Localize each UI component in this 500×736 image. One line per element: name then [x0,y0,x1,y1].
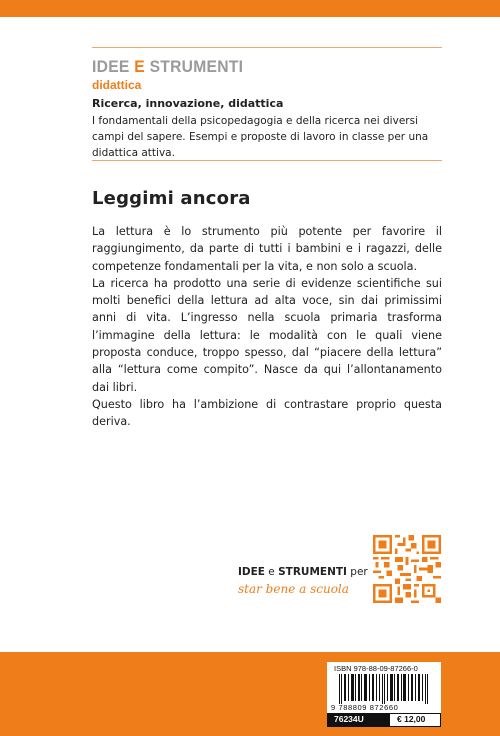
series-intro: I fondamentali della psicopedagogia e della ricerca nei diversi campi del sapere. Esempi e proposte di lavoro in classe per una didattica attiva. [92,115,429,159]
series-title: IDEE E STRUMENTI [92,57,244,76]
blurb-paragraph: La ricerca ha prodotto una serie di evidenze scientifiche sui molti benefici della lettura ad alta voce, sin dai primissimi anni di vita. L’ingresso nella scuola primaria trasforma l’immagine della lettura: le modalità con le quali viene proposta conduce, troppo spesso, dal “piacere della lettura” alla “lettura come compito”. Nasce da qui l’allontanamento dai libri. [92,276,442,394]
top-orange-band [0,0,500,17]
isbn-label: ISBN 978-88-09-87266-0 [334,664,418,673]
barcode-digits: 9 788809 872660 [331,703,399,712]
header-rule-top [92,47,442,48]
book-title: Leggimi ancora [92,188,251,209]
series-tagline: Ricerca, innovazione, didattica [92,97,284,110]
barcode-icon [333,674,435,704]
brand-tagline: star bene a scuola [238,582,349,596]
barcode-block [327,662,441,727]
price-label: € 12,00 [397,714,426,724]
blurb-paragraph: La lettura è lo strumento più potente per favorire il raggiungimento, da parte di tutti i bambini e i ragazzi, delle competenze fondamentali per la vita, e non solo a scuola. [92,225,442,273]
blurb [92,223,442,431]
product-code: 76234U [334,714,364,724]
blurb-paragraph: Questo libro ha l’ambizione di contrastare proprio questa deriva. [92,397,442,429]
series-subtitle: didattica [92,78,142,92]
qr-code-icon[interactable] [373,535,441,603]
brand-line: IDEE e STRUMENTI per [238,566,368,578]
header-rule-bottom [92,160,442,161]
